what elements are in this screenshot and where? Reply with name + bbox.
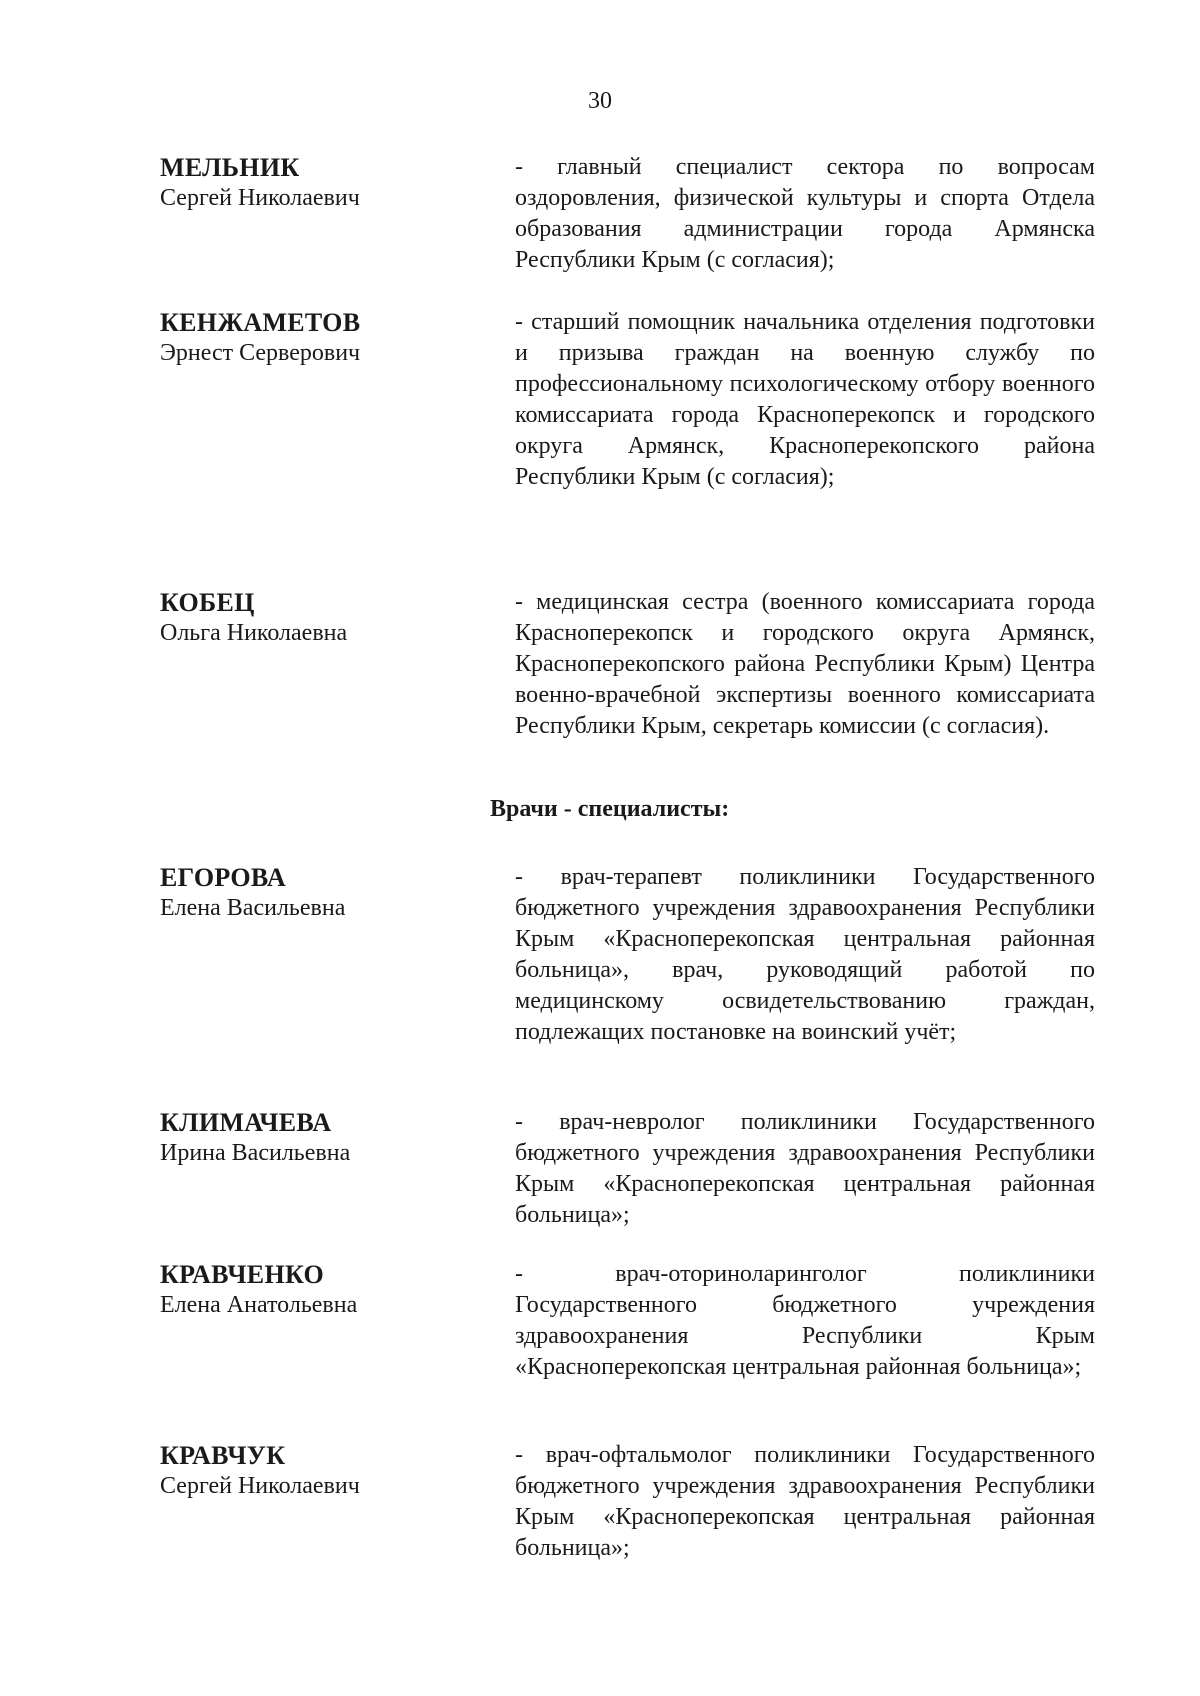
member-description: - главный специалист сектора по вопросам оздоровления, физической культуры и спорта Отдела образования администрации города Армянска Республики Крым (с согласия); <box>515 154 1095 273</box>
doctor-surname: КЛИМАЧЕВА <box>160 1108 332 1137</box>
doctor-description: - врач-офтальмолог поликлиники Государственного бюджетного учреждения здравоохранения Республики Крым «Красноперекопская центральная районная больница»; <box>515 1442 1095 1561</box>
doctor-name <box>160 1440 490 1502</box>
doctor-description: - врач-терапевт поликлиники Государственного бюджетного учреждения здравоохранения Республики Крым «Красноперекопская центральная районная больница», врач, руководящий работой по медицинскому освидетельствованию граждан, подлежащих постановке на воинский учёт; <box>515 864 1095 1045</box>
member-surname: МЕЛЬНИК <box>160 153 300 182</box>
doctor-given-name: Сергей Николаевич <box>160 1473 360 1499</box>
doctor-given-name: Елена Васильевна <box>160 895 346 921</box>
member-surname: КЕНЖАМЕТОВ <box>160 308 361 337</box>
doctor-description: - врач-невролог поликлиники Государственного бюджетного учреждения здравоохранения Республики Крым «Красноперекопская центральная районная больница»; <box>515 1109 1095 1228</box>
member-description: - медицинская сестра (военного комиссариата города Красноперекопск и городского округа Армянск, Красноперекопского района Республики Крым) Центра военно-врачебной экспертизы военного комиссариата Республики Крым, секретарь комиссии (с согласия). <box>515 589 1095 739</box>
doctor-name <box>160 1107 490 1169</box>
doctor-surname: КРАВЧУК <box>160 1441 286 1470</box>
page-number: 30 <box>588 88 612 114</box>
section-heading-doctors: Врачи - специалисты: <box>490 796 730 822</box>
member-given-name: Ольга Николаевна <box>160 620 348 646</box>
doctor-surname: КРАВЧЕНКО <box>160 1260 325 1289</box>
doctor-name <box>160 1259 490 1321</box>
member-name <box>160 152 490 214</box>
member-given-name: Сергей Николаевич <box>160 185 360 211</box>
doctor-surname: ЕГОРОВА <box>160 863 286 892</box>
member-description: - старший помощник начальника отделения подготовки и призыва граждан на военную службу по профессиональному психологическому отбору военного комиссариата города Красноперекопск и городского округа Армянск, Красноперекопского района Республики Крым (с согласия); <box>515 309 1095 490</box>
doctor-given-name: Ирина Васильевна <box>160 1140 351 1166</box>
doctor-description: - врач-оториноларинголог поликлиники Государственного бюджетного учреждения здравоохранения Республики Крым «Красноперекопская центральная районная больница»; <box>515 1261 1095 1380</box>
doctor-given-name: Елена Анатольевна <box>160 1292 358 1318</box>
doctor-name <box>160 862 490 924</box>
member-given-name: Эрнест Серверович <box>160 340 361 366</box>
member-name <box>160 307 490 369</box>
member-surname: КОБЕЦ <box>160 588 255 617</box>
member-name <box>160 587 490 649</box>
